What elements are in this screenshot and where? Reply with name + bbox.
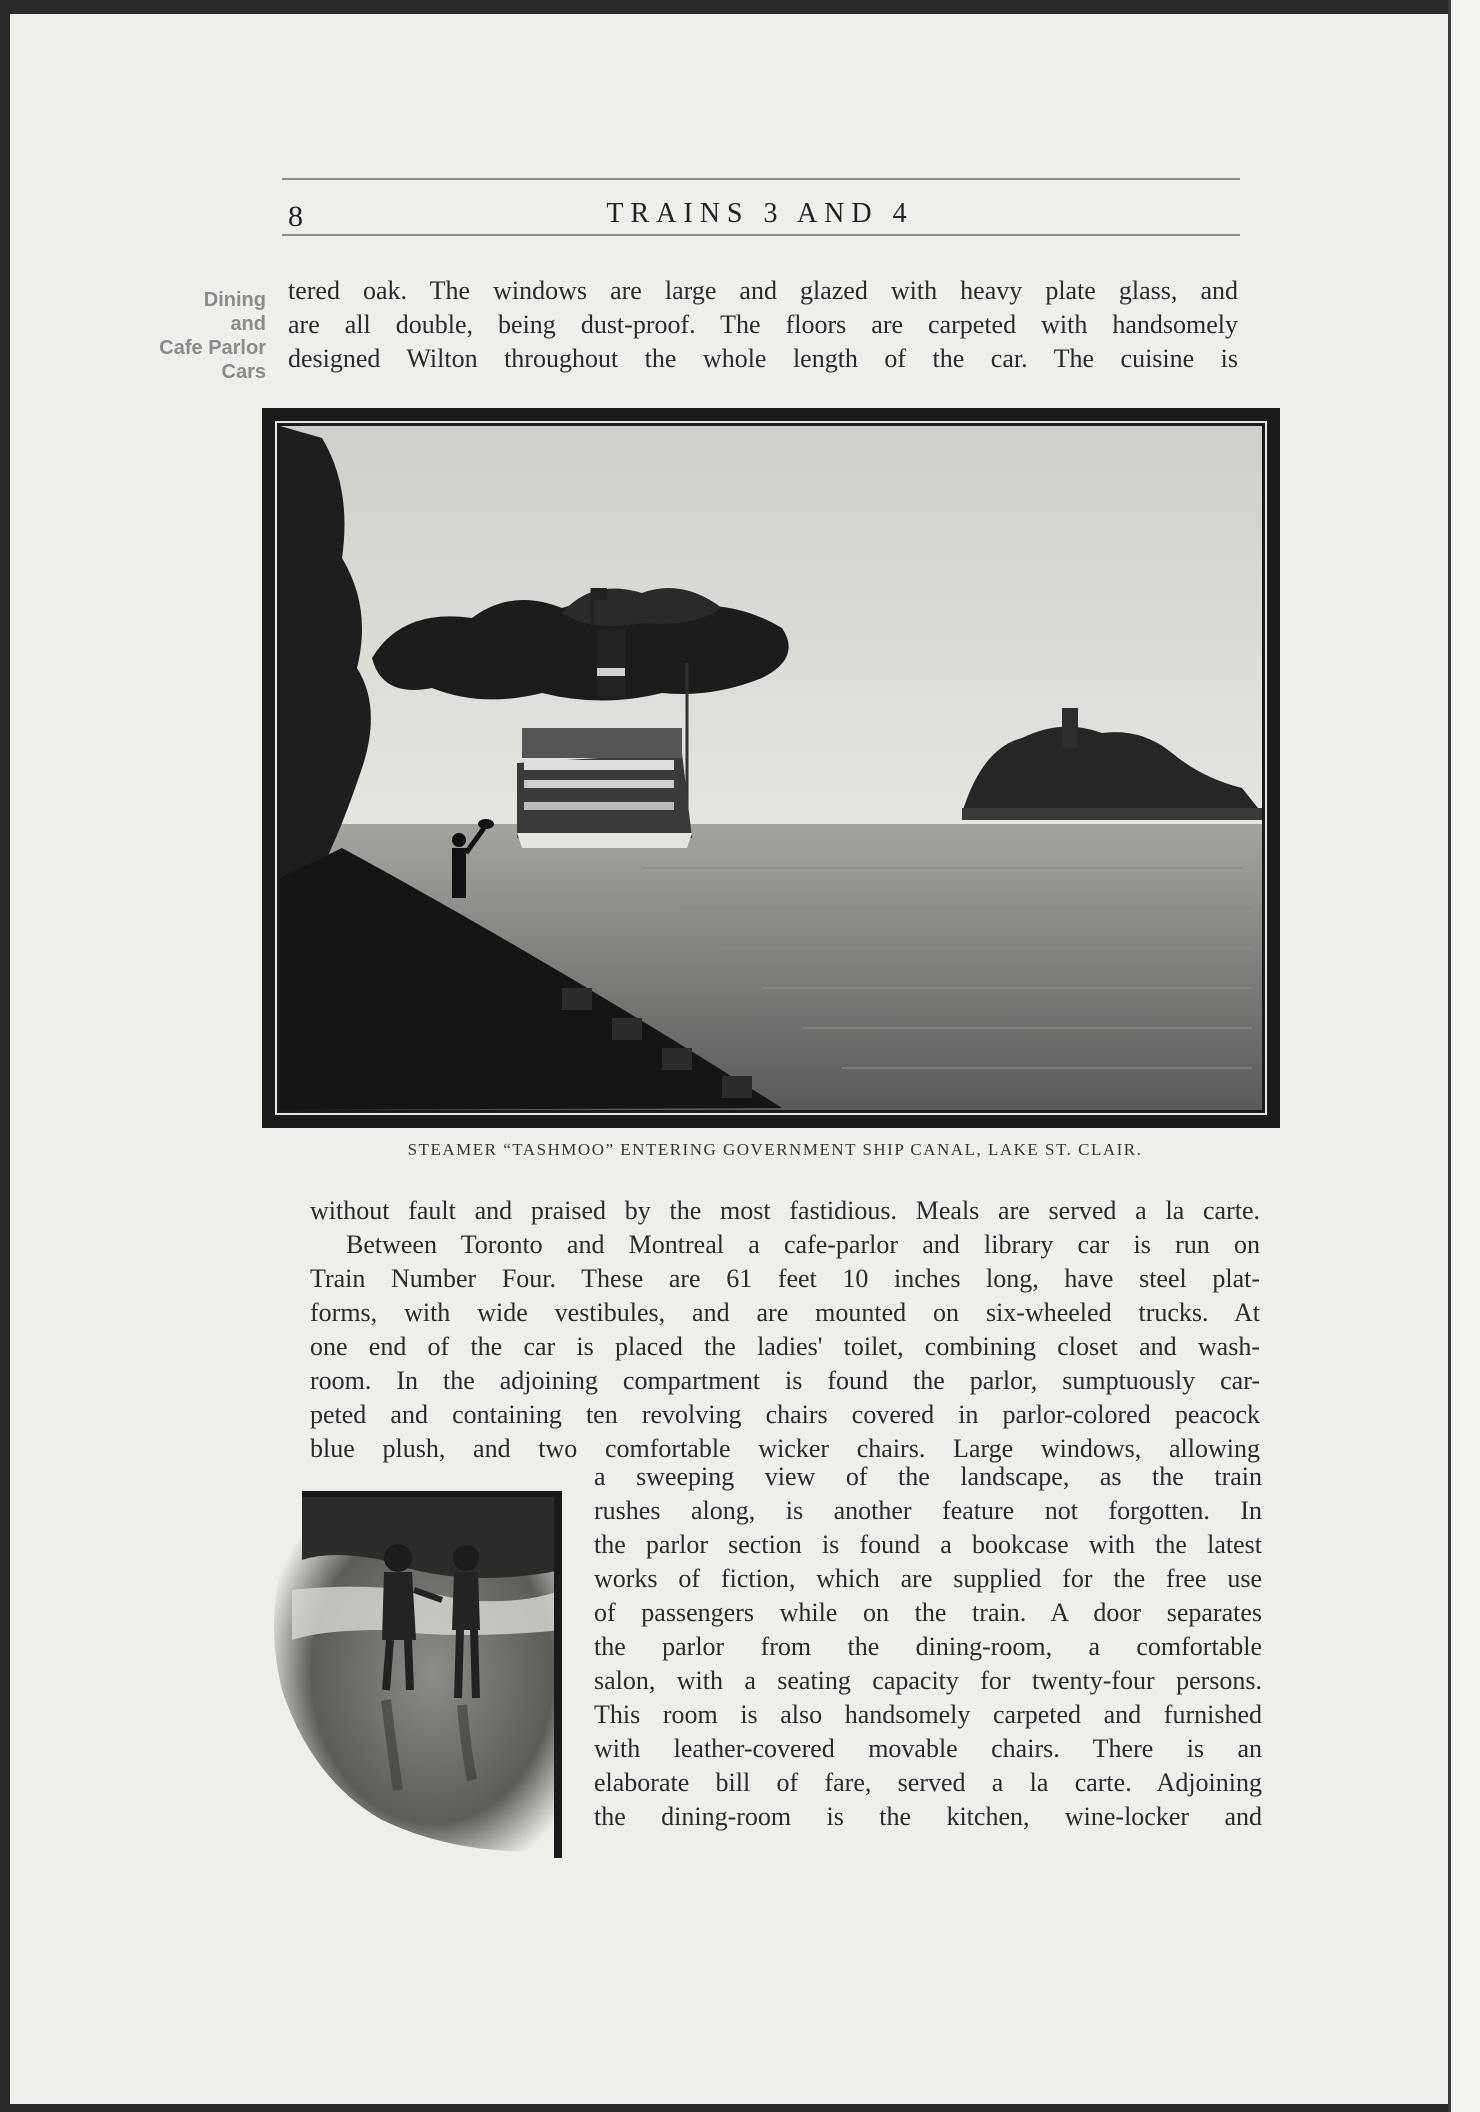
- text-line: are all double, being dust-proof. The floors are carpeted with handsomely: [288, 310, 1238, 339]
- text-line: forms, with wide vestibules, and are mounted on six-wheeled trucks. At: [310, 1298, 1260, 1327]
- margin-note-line: and: [230, 313, 266, 335]
- text-line: one end of the car is placed the ladies' toilet, combining closet and wash-: [310, 1332, 1260, 1361]
- text-line: elaborate bill of fare, served a la carte. Adjoining: [594, 1768, 1262, 1797]
- text-line: without fault and praised by the most fastidious. Meals are served a la carte.: [310, 1196, 1260, 1225]
- text-line: blue plush, and two comfortable wicker chairs. Large windows, allowing: [310, 1434, 1260, 1463]
- text-line: the parlor section is found a bookcase with the latest: [594, 1530, 1262, 1559]
- adjacent-page-edge: [1448, 0, 1480, 2112]
- text-line: Between Toronto and Montreal a cafe-parlor and library car is run on: [346, 1230, 1260, 1259]
- margin-note-line: Cafe Parlor: [159, 337, 266, 359]
- text-line: Train Number Four. These are 61 feet 10 inches long, have steel plat-: [310, 1264, 1260, 1293]
- margin-note-line: Dining: [203, 289, 266, 311]
- paragraph-middle: [310, 1194, 1260, 1466]
- text-line: works of fiction, which are supplied for the free use: [594, 1564, 1262, 1593]
- text-line: peted and containing ten revolving chairs covered in parlor-colored peacock: [310, 1400, 1260, 1429]
- page-number: 8: [288, 200, 303, 233]
- margin-note: [110, 288, 266, 384]
- header-rule-bottom: [282, 234, 1240, 236]
- text-line: tered oak. The windows are large and glazed with heavy plate glass, and: [288, 276, 1238, 305]
- header-rule-top: [282, 178, 1240, 180]
- text-line: a sweeping view of the landscape, as the train: [594, 1462, 1262, 1491]
- text-line: room. In the adjoining compartment is found the parlor, sumptuously car-: [310, 1366, 1260, 1395]
- figure-caption: STEAMER “TASHMOO” ENTERING GOVERNMENT SHIP CANAL, LAKE ST. CLAIR.: [407, 1140, 1143, 1159]
- text-line: designed Wilton throughout the whole length of the car. The cuisine is: [288, 344, 1238, 373]
- margin-note-line: Cars: [221, 361, 266, 383]
- text-line: salon, with a seating capacity for twenty-four persons.: [594, 1666, 1262, 1695]
- text-line: of passengers while on the train. A door separates: [594, 1598, 1262, 1627]
- text-line: the parlor from the dining-room, a comfortable: [594, 1632, 1262, 1661]
- paragraph-top: [288, 274, 1238, 376]
- steamer-photograph: [262, 408, 1280, 1128]
- text-line: the dining-room is the kitchen, wine-locker and: [594, 1802, 1262, 1831]
- running-title: TRAINS 3 AND 4: [606, 198, 914, 229]
- text-line: This room is also handsomely carpeted and furnished: [594, 1700, 1262, 1729]
- paragraph-bottom: [594, 1460, 1262, 1834]
- text-line: rushes along, is another feature not forgotten. In: [594, 1496, 1262, 1525]
- text-line: with leather-covered movable chairs. There is an: [594, 1734, 1262, 1763]
- children-shore-photograph: [262, 1490, 568, 1858]
